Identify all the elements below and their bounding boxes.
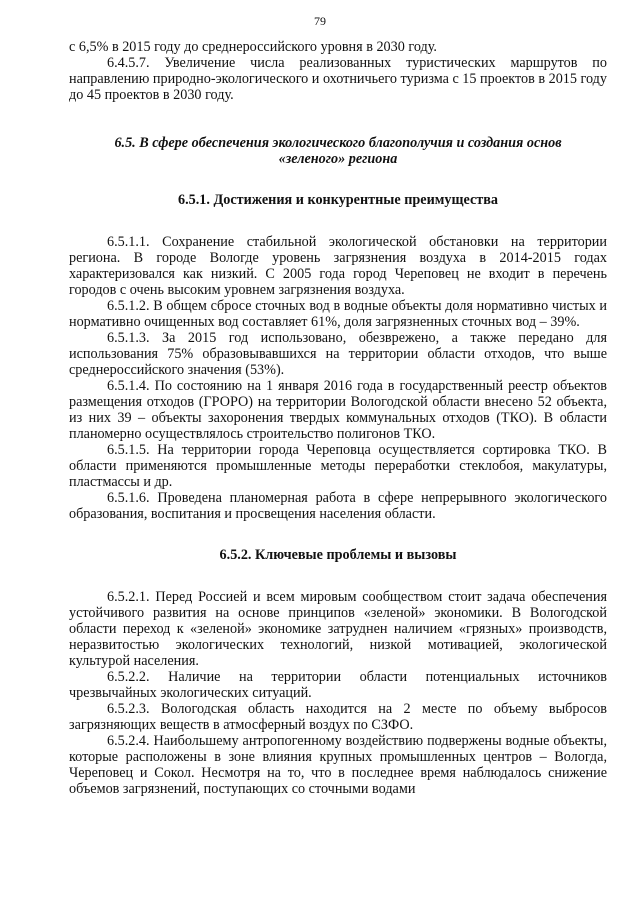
document-body: [69, 39, 607, 797]
paragraph-6-4-5-7: 6.4.5.7. Увеличение числа реализованных туристических маршрутов по направлению природно-экологического и охотничьего туризма с 15 проектов в 2015 году до 45 проектов в 2030 году.: [69, 55, 607, 103]
paragraph-6-5-1-4: 6.5.1.4. По состоянию на 1 января 2016 года в государственный реестр объектов размещения отходов (ГРОРО) на территории Вологодской области внесено 52 объекта, из них 39 – объекты захоронения твердых коммунальных отходов (ТКО). В области планомерно осуществлялось строительство полигонов ТКО.: [69, 378, 607, 442]
paragraph-6-5-2-3: 6.5.2.3. Вологодская область находится на 2 месте по объему выбросов загрязняющих веществ в атмосферный воздух по СЗФО.: [69, 701, 607, 733]
section-heading-line-2: «зеленого» региона: [278, 151, 398, 167]
subsection-heading-6-5-1: 6.5.1. Достижения и конкурентные преимущества: [178, 192, 498, 208]
paragraph-6-5-2-4: 6.5.2.4. Наибольшему антропогенному воздействию подвержены водные объекты, которые расположены в зоне влияния крупных промышленных центров – Вологда, Череповец и Сокол. Несмотря на то, что в последнее время наблюдалось снижение объемов загрязнений, поступающих со сточными водами: [69, 733, 607, 797]
section-heading-6-5: [69, 135, 607, 167]
intro-line-continuation: с 6,5% в 2015 году до среднероссийского уровня в 2030 году.: [69, 39, 437, 55]
paragraph-6-5-1-1: 6.5.1.1. Сохранение стабильной экологической обстановки на территории региона. В городе Вологде уровень загрязнения воздуха в 2014-2015 годах характеризовался как низкий. С 2005 года город Череповец не входит в перечень городов с очень высоким уровнем загрязнения воздуха.: [69, 234, 607, 298]
paragraph-6-5-2-2: 6.5.2.2. Наличие на территории области потенциальных источников чрезвычайных экологических ситуаций.: [69, 669, 607, 701]
paragraph-6-5-1-6: 6.5.1.6. Проведена планомерная работа в сфере непрерывного экологического образования, воспитания и просвещения населения области.: [69, 490, 607, 522]
subsection-heading-6-5-2: 6.5.2. Ключевые проблемы и вызовы: [219, 547, 457, 563]
paragraph-6-5-1-2: 6.5.1.2. В общем сбросе сточных вод в водные объекты доля нормативно чистых и нормативно очищенных вод составляет 61%, доля загрязненных сточных вод – 39%.: [69, 298, 607, 330]
paragraph-6-5-1-3: 6.5.1.3. За 2015 год использовано, обезврежено, а также передано для использования 75% образовывавшихся на территории области отходов, что выше среднероссийского значения (53%).: [69, 330, 607, 378]
paragraph-6-5-1-5: 6.5.1.5. На территории города Череповца осуществляется сортировка ТКО. В области применяются промышленные методы переработки стеклобоя, макулатуры, пластмассы и др.: [69, 442, 607, 490]
page-number: 79: [314, 14, 326, 28]
section-heading-line-1: 6.5. В сфере обеспечения экологического благополучия и создания основ: [114, 135, 562, 151]
paragraph-6-5-2-1: 6.5.2.1. Перед Россией и всем мировым сообществом стоит задача обеспечения устойчивого развития на основе принципов «зеленой» экономики. В Вологодской области переход к «зеленой» экономике затруднен наличием «грязных» производств, неразвитостью экологических технологий, низкой мотивацией, экологической культурой населения.: [69, 589, 607, 669]
